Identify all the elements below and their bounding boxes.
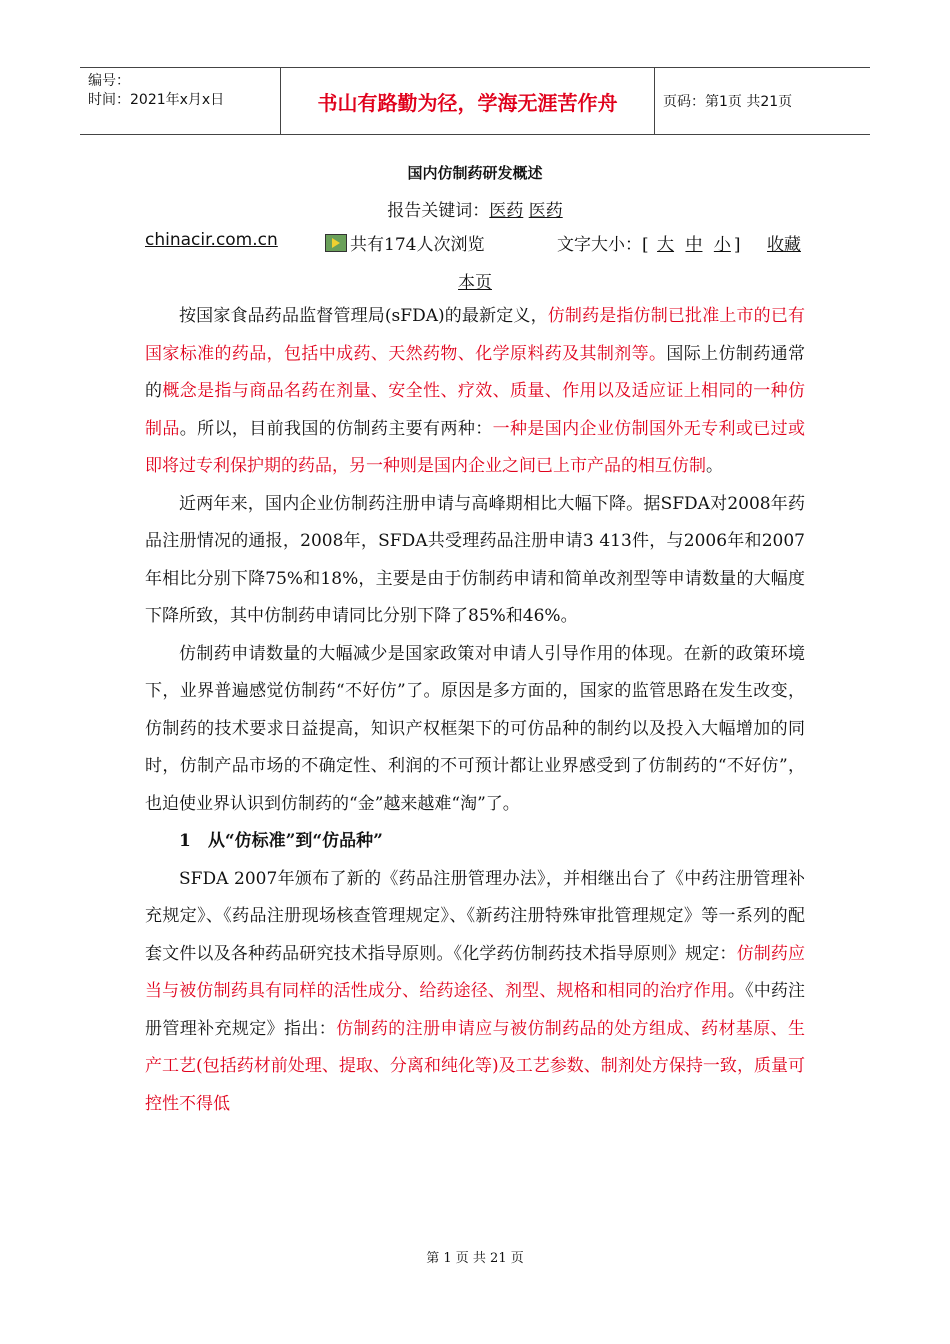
time-label: 时间：2021年x月x日 [88,92,225,108]
section-heading-1: 1 从“仿标准”到“仿品种” [179,831,383,851]
keywords-line [0,196,950,221]
p1-highlight-concept: 概念是指与商品名药在剂量、安全性、疗效、质量、作用以及适应证上相同的一种仿制品 [145,381,806,439]
paragraph-3: 仿制药申请数量的大幅减少是国家政策对申请人引导作用的体现。在新的政策环境下，业界普遍感觉仿制药“不好仿”了。原因是多方面的，国家的监管思路在发生改变，仿制药的技术要求日益提高，知识产权框架下的可仿品种的制约以及投入大幅增加的同时，仿制产品市场的不确定性、利润的不可预计都让业界感受到了仿制药的“不好仿”，也迫使业界认识到仿制药的“金”越来越难“淘”了。 [145,643,805,814]
favorite-link[interactable]: 收藏 [767,235,801,255]
font-medium-link[interactable]: 中 [685,235,703,255]
font-size-control [557,230,741,255]
keywords-label: 报告关键词： [387,201,490,221]
p4-highlight-tcm: 仿制药的注册申请应与被仿制药品的处方组成、药材基原、生产工艺(包括药材前处理、提取、分离和纯化等)及工艺参数、制剂处方保持一致，质量可控性不得低 [145,1018,806,1114]
header-meta-cell [80,68,281,134]
page-header [80,67,870,135]
number-label: 编号： [88,73,130,89]
paragraph-4 [145,861,805,1124]
paragraph-1 [145,298,805,486]
keyword-link-1[interactable]: 医药 [489,201,524,221]
p1-text-3: 。所以，目前我国的仿制药主要有两种： [179,418,493,439]
header-motto: 书山有路勤为径，学海无涯苦作舟 [281,68,655,134]
font-size-label: 文字大小：[ [557,235,649,255]
header-page-label: 页码：第1页 共21页 [663,94,793,110]
p4-text: SFDA 2007年颁布了新的《药品注册管理办法》，并相继出台了《中药注册管理补充规定》、《药品注册现场核查管理规定》、《新药注册特殊审批管理规定》等一系列的配套文件以及各种药品研究技术指导原则。《化学药仿制药技术指导原则》规定： [145,868,805,964]
p1-text: 按国家食品药品监督管理局(sFDA)的最新定义， [179,306,548,326]
font-small-link[interactable]: 小 [713,235,731,255]
p4-highlight-requirements: 仿制药应当与被仿制药具有同样的活性成分、给药途径、剂型、规格和相同的治疗作用 [145,943,806,1001]
p1-text-2: 国际上仿制药通常的 [145,343,806,401]
p1-highlight-definition: 仿制药是指仿制已批准上市的已有国家标准的药品，包括中成药、天然药物、化学原料药及其制剂等。 [145,306,805,364]
paragraph-2: 近两年来，国内企业仿制药注册申请与高峰期相比大幅下降。据SFDA对2008年药品注册情况的通报，2008年，SFDA共受理药品注册申请3 413件，与2006年和2007年相比分别下降75%和18%，主要是由于仿制药申请和简单改剂型等申请数量的大幅度下降所致，其中仿制药申请同比分别下降了85%和46%。 [145,493,805,626]
p1-text-4: 。 [706,456,723,476]
favorite-link-cont[interactable]: 本页 [458,273,492,293]
play-icon [325,234,347,252]
p4-text-2: 。《中药注册管理补充规定》指出： [145,981,806,1039]
view-count-text: 共有174人次浏览 [350,235,485,255]
page-footer: 第 1 页 共 21 页 [426,1251,524,1266]
site-link[interactable]: chinacir.com.cn [145,230,278,250]
p1-highlight-types: 一种是国内企业仿制国外无专利或已过或即将过专利保护期的药品，另一种则是国内企业之间已上市产品的相互仿制 [145,418,806,476]
font-size-close: ] [733,235,741,255]
view-count [325,230,484,255]
document-title: 国内仿制药研发概述 [407,164,543,182]
keyword-link-2[interactable]: 医药 [528,201,563,221]
article-body [145,298,805,1123]
font-large-link[interactable]: 大 [657,235,675,255]
